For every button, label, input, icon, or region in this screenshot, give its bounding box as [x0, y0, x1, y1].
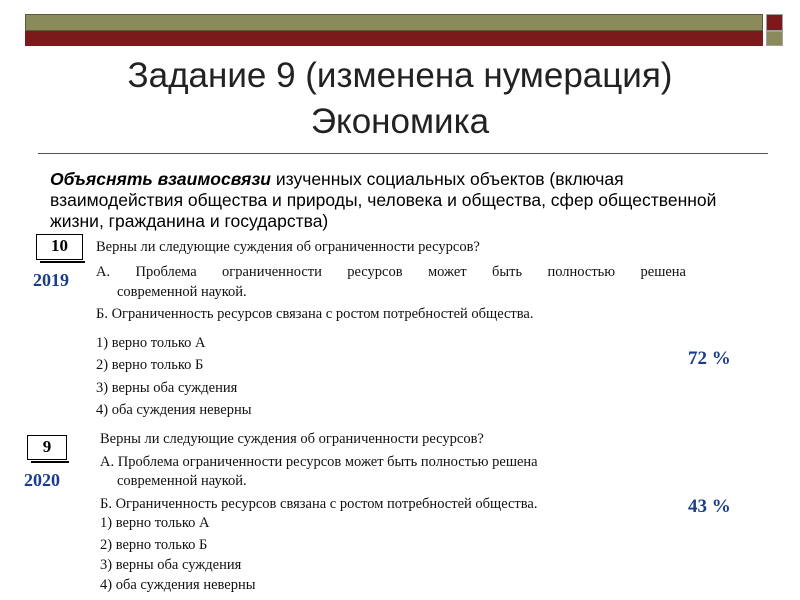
- year-label-2019: 2019: [33, 270, 69, 290]
- statement-a-2020: А. Проблема ограниченности ресурсов может быть полностью решена: [100, 454, 538, 470]
- header-bar-maroon: [25, 31, 763, 46]
- option-4-2020: 4) оба суждения неверны: [100, 577, 256, 593]
- statement-b-2020: Б. Ограниченность ресурсов связана с ростом потребностей общества.: [100, 496, 538, 512]
- option-1-2019: 1) верно только А: [96, 335, 206, 351]
- option-3-2020: 3) верны оба суждения: [100, 557, 242, 573]
- statement-a-cont-2019: современной наукой.: [117, 284, 247, 300]
- statement-a-cont-2020: современной наукой.: [117, 473, 247, 489]
- header-square-top: [766, 14, 783, 31]
- intro-text: [50, 169, 750, 232]
- task-number-box-2020: 9: [27, 435, 67, 460]
- question-2019: Верны ли следующие суждения об ограниченности ресурсов?: [96, 239, 480, 255]
- slide-title-line1: Задание 9 (изменена нумерация): [127, 56, 673, 95]
- percent-2020: 43 %: [688, 496, 731, 517]
- statement-b-2019: Б. Ограниченность ресурсов связана с ростом потребностей общества.: [96, 306, 534, 322]
- option-1-2020: 1) верно только А: [100, 515, 210, 531]
- header-square-bottom: [766, 31, 783, 46]
- intro-bold: Объяснять взаимосвязи: [50, 169, 271, 189]
- slide-title-line2: Экономика: [310, 102, 490, 141]
- statement-a-2019: А. Проблема ограниченности ресурсов может быть полностью решена: [96, 264, 686, 280]
- header-bar-olive: [25, 14, 763, 31]
- question-2020: Верны ли следующие суждения об ограниченности ресурсов?: [100, 431, 484, 447]
- option-2-2019: 2) верно только Б: [96, 357, 204, 373]
- title-divider: [38, 153, 768, 154]
- percent-2019: 72 %: [688, 348, 731, 369]
- year-label-2020: 2020: [24, 470, 60, 490]
- intro-rest: изученных социальных объектов (включая взаимодействия общества и природы, человека и общества, сфер общественной жизни, гражданина и государства): [50, 169, 717, 231]
- option-4-2019: 4) оба суждения неверны: [96, 402, 252, 418]
- option-2-2020: 2) верно только Б: [100, 537, 208, 553]
- task-number-box-2019: 10: [36, 234, 83, 260]
- option-3-2019: 3) верны оба суждения: [96, 380, 238, 396]
